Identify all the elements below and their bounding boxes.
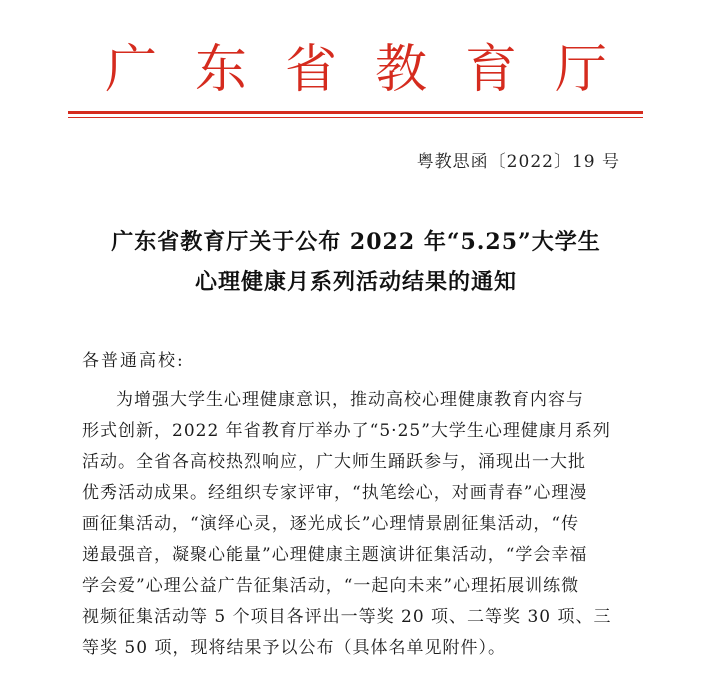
body-line: 学会爱”心理公益广告征集活动，“一起向未来”心理拓展训练微: [82, 576, 580, 596]
document-header: [0, 0, 712, 130]
body-line: 等奖 50 项，现将结果予以公布（具体名单见附件）。: [82, 638, 506, 658]
issuing-organization-title: [0, 40, 712, 100]
org-title-char: 厅: [554, 40, 607, 100]
org-title-char: 育: [464, 40, 517, 100]
body-paragraph: [82, 385, 642, 664]
body-line: 递最强音，凝聚心能量”心理健康主题演讲征集活动，“学会幸福: [82, 545, 588, 565]
header-divider-thick: [68, 111, 643, 114]
header-divider-thin: [68, 117, 643, 118]
document-title-line: 广东省教育厅关于公布 2022 年“5.25”大学生: [111, 229, 601, 255]
body-line: 优秀活动成果。经组织专家评审，“执笔绘心，对画青春”心理漫: [82, 483, 588, 503]
org-title-char: 教: [374, 40, 427, 100]
document-number: 粤教思函〔2022〕19 号: [416, 152, 620, 172]
body-line: 视频征集活动等 5 个项目各评出一等奖 20 项、二等奖 30 项、三: [82, 607, 612, 627]
org-title-char: 省: [284, 40, 337, 100]
document-title: [60, 222, 652, 302]
salutation: 各普通高校:: [82, 351, 185, 371]
body-line: 形式创新，2022 年省教育厅举办了“5·25”大学生心理健康月系列: [82, 421, 611, 441]
org-title-char: 东: [194, 40, 247, 100]
body-line: 活动。全省各高校热烈响应，广大师生踊跃参与，涌现出一大批: [82, 452, 586, 472]
body-line: 画征集活动，“演绎心灵，逐光成长”心理情景剧征集活动，“传: [82, 514, 580, 534]
body-line: 为增强大学生心理健康意识，推动高校心理健康教育内容与: [116, 390, 584, 410]
org-title-char: 广: [104, 40, 157, 100]
document-title-line: 心理健康月系列活动结果的通知: [194, 269, 517, 295]
